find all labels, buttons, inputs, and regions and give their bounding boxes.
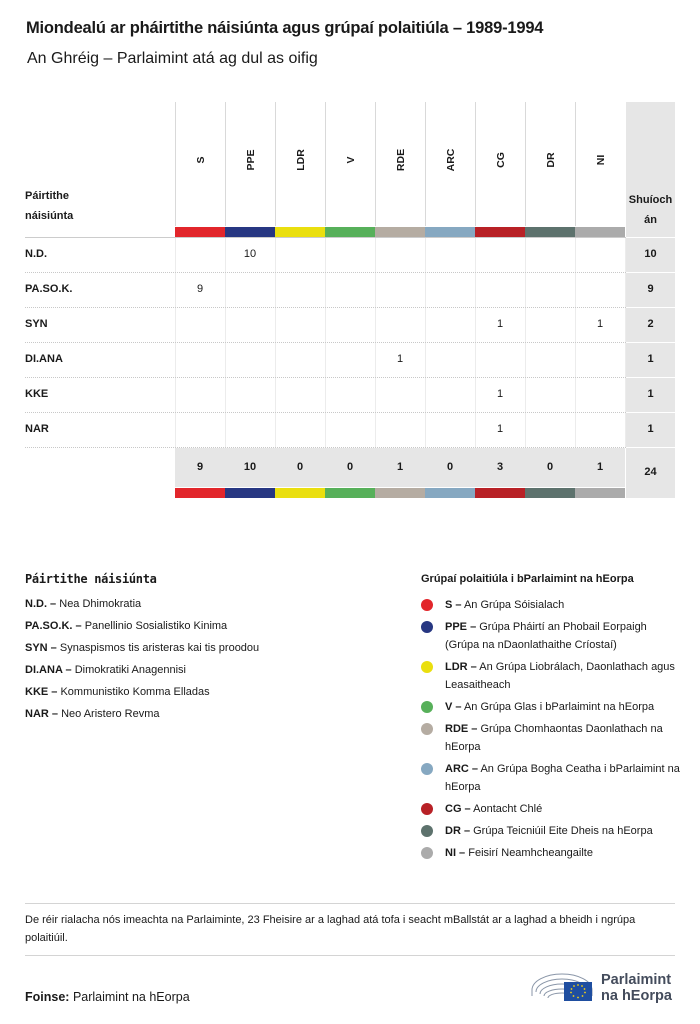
row-divider	[25, 412, 626, 413]
party-legend-name: Dimokratiki Anagennisi	[74, 664, 186, 676]
party-legend-name: Neo Aristero Revma	[61, 708, 160, 720]
group-legend-name: Aontacht Chlé	[473, 803, 543, 815]
column-grid-line	[525, 238, 526, 448]
column-header-label: PPE	[244, 149, 257, 171]
column-color-bar-bottom	[375, 488, 425, 498]
party-legend-item	[25, 664, 186, 676]
totals-row-divider	[626, 342, 675, 343]
groups-legend-title: Grúpaí polaitiúla i bParlaimint na hEorpa	[421, 573, 634, 585]
group-legend-name: Feisirí Neamhcheangailte	[468, 847, 593, 859]
party-legend-name: Nea Dhimokratia	[59, 598, 142, 610]
column-header-label: LDR	[294, 149, 307, 171]
column-total: 1	[596, 461, 604, 473]
row-party-name: NAR	[25, 423, 49, 435]
column-header-label: DR	[544, 152, 557, 168]
party-legend-item	[25, 708, 160, 720]
column-color-bar-bottom	[575, 488, 625, 498]
group-legend-code: NI –	[445, 847, 466, 859]
column-header-label: ARC	[444, 148, 457, 172]
column-total: 9	[196, 461, 204, 473]
group-legend-item	[445, 760, 680, 796]
column-total: 10	[243, 461, 257, 473]
table-cell-value: 1	[596, 318, 604, 330]
footnote-divider-bottom	[25, 955, 675, 956]
party-legend-code: DI.ANA –	[25, 664, 72, 676]
group-color-dot	[421, 661, 433, 673]
column-color-bar-bottom	[175, 488, 225, 498]
table-cell-value: 1	[496, 318, 504, 330]
logo-wordmark	[601, 972, 672, 1004]
row-divider	[25, 272, 626, 273]
column-header-rde	[375, 102, 425, 226]
column-color-bar-bottom	[525, 488, 575, 498]
grand-total: 24	[644, 466, 657, 478]
group-color-dot	[421, 599, 433, 611]
row-party-name: SYN	[25, 318, 48, 330]
column-grid-line	[275, 238, 276, 448]
column-grid-line	[575, 238, 576, 448]
page-title: Miondealú ar pháirtithe náisiúnta agus grúpaí polaitiúla – 1989-1994	[26, 19, 544, 37]
footnote: De réir rialacha nós imeachta na Parlaiminte, 23 Fheisire ar a laghad atá tofa i seacht mBallstát ar a laghad a bheidh i ngrúpa polaitiúil.	[25, 914, 636, 944]
column-total: 3	[496, 461, 504, 473]
source-label: Foinse:	[25, 990, 70, 1004]
group-legend-code: ARC –	[445, 763, 479, 775]
footnote-divider-top	[25, 903, 675, 904]
row-divider	[25, 342, 626, 343]
group-color-dot	[421, 723, 433, 735]
group-legend-item	[445, 844, 680, 862]
column-color-bar	[375, 227, 425, 237]
row-total: 2	[647, 318, 654, 330]
column-color-bar	[575, 227, 625, 237]
column-color-bar-bottom	[225, 488, 275, 498]
group-color-dot	[421, 701, 433, 713]
row-divider	[25, 377, 626, 378]
column-grid-line	[625, 238, 626, 448]
totals-row-divider	[626, 377, 675, 378]
table-cell-value: 1	[396, 353, 404, 365]
column-total: 0	[346, 461, 354, 473]
column-header-cg	[475, 102, 525, 226]
party-legend-item	[25, 598, 141, 610]
group-legend-code: PPE –	[445, 621, 477, 633]
group-legend-item	[445, 596, 680, 614]
row-total: 10	[644, 248, 657, 260]
column-color-bar	[275, 227, 325, 237]
page-subtitle: An Ghréig – Parlaimint atá ag dul as oifig	[27, 50, 318, 67]
column-color-bar	[325, 227, 375, 237]
group-legend-name: An Grúpa Liobrálach, Daonlathach agus Leasaitheach	[445, 661, 675, 691]
column-header-label: S	[194, 156, 207, 164]
party-legend-code: SYN –	[25, 642, 57, 654]
group-legend-code: DR –	[445, 825, 471, 837]
column-color-bar-bottom	[325, 488, 375, 498]
totals-row-divider	[626, 307, 675, 308]
column-header-ldr	[275, 102, 325, 226]
group-legend-code: LDR –	[445, 661, 477, 673]
row-total: 1	[647, 353, 654, 365]
column-grid-line	[225, 238, 226, 448]
column-total: 0	[546, 461, 554, 473]
column-header-s	[175, 102, 225, 226]
group-legend-name: Grúpa Chomhaontas Daonlathach na hEorpa	[445, 723, 663, 753]
party-legend-code: KKE –	[25, 686, 58, 698]
party-legend-code: N.D. –	[25, 598, 57, 610]
column-color-bar	[175, 227, 225, 237]
row-party-name: PA.SO.K.	[25, 283, 73, 295]
source-text: Parlaimint na hEorpa	[72, 990, 190, 1004]
totals-column-background	[626, 238, 675, 498]
group-legend-name: An Grúpa Bogha Ceatha i bParlaimint na hEorpa	[445, 763, 680, 793]
totals-row-divider	[626, 272, 675, 273]
column-header-ni	[575, 102, 625, 226]
totals-column-header	[626, 102, 675, 237]
group-color-dot	[421, 847, 433, 859]
group-color-dot	[421, 763, 433, 775]
group-legend-item	[445, 698, 680, 716]
totals-header-label: Shuíochán	[628, 194, 673, 226]
group-legend-name: An Grúpa Sóisialach	[463, 599, 565, 611]
totals-row-divider	[626, 447, 675, 448]
column-grid-line	[375, 238, 376, 448]
group-color-dot	[421, 825, 433, 837]
column-header-arc	[425, 102, 475, 226]
group-legend-name: An Grúpa Glas i bParlaimint na hEorpa	[463, 701, 655, 713]
party-legend-item	[25, 620, 227, 632]
column-total: 0	[296, 461, 304, 473]
group-color-dot	[421, 803, 433, 815]
party-legend-name: Synaspismos tis aristeras kai tis proodou	[59, 642, 260, 654]
column-color-bar	[225, 227, 275, 237]
row-total: 1	[647, 388, 654, 400]
column-grid-line	[175, 238, 176, 448]
row-party-name: KKE	[25, 388, 49, 400]
column-header-label: RDE	[394, 148, 407, 172]
party-legend-item	[25, 642, 259, 654]
column-color-bar-bottom	[275, 488, 325, 498]
group-color-dot	[421, 621, 433, 633]
column-total: 0	[446, 461, 454, 473]
group-legend-item	[445, 658, 680, 694]
party-legend-code: NAR –	[25, 708, 59, 720]
logo-line-2: na hEorpa	[601, 988, 672, 1004]
group-legend-code: RDE –	[445, 723, 478, 735]
column-header-label: V	[344, 156, 357, 164]
row-header-label: Páirtithe náisiúnta	[25, 190, 74, 222]
column-color-bar	[475, 227, 525, 237]
party-legend-name: Kommunistiko Komma Elladas	[60, 686, 210, 698]
row-divider	[25, 307, 626, 308]
column-color-bar	[425, 227, 475, 237]
group-legend-item	[445, 800, 680, 818]
table-cell-value: 10	[243, 248, 257, 260]
group-legend-code: V –	[445, 701, 462, 713]
logo-line-1: Parlaimint	[601, 972, 672, 988]
table-cell-value: 1	[496, 388, 504, 400]
column-color-bar	[525, 227, 575, 237]
table-cell-value: 9	[196, 283, 204, 295]
column-color-bar-bottom	[475, 488, 525, 498]
column-color-bar-bottom	[425, 488, 475, 498]
totals-row-divider	[626, 412, 675, 413]
column-header-label: NI	[594, 154, 607, 166]
group-legend-name: Grúpa Pháirtí an Phobail Eorpaigh (Grúpa na nDaonlathaithe Críostaí)	[445, 621, 647, 651]
parties-legend-title: Páirtithe náisiúnta	[25, 572, 157, 586]
party-legend-item	[25, 686, 210, 698]
group-legend-item	[445, 822, 680, 840]
row-total: 9	[647, 283, 654, 295]
row-party-name: DI.ANA	[25, 353, 63, 365]
party-legend-name: Panellinio Sosialistiko Kinima	[84, 620, 228, 632]
table-cell-value: 1	[496, 423, 504, 435]
column-header-ppe	[225, 102, 275, 226]
group-legend-code: S –	[445, 599, 462, 611]
group-legend-item	[445, 720, 680, 756]
party-legend-code: PA.SO.K. –	[25, 620, 82, 632]
column-header-v	[325, 102, 375, 226]
row-total: 1	[647, 423, 654, 435]
column-grid-line	[425, 238, 426, 448]
group-legend-code: CG –	[445, 803, 471, 815]
column-header-label: CG	[494, 152, 507, 168]
column-grid-line	[475, 238, 476, 448]
source-line	[25, 990, 190, 1004]
group-legend-item	[445, 618, 680, 654]
column-header-dr	[525, 102, 575, 226]
column-grid-line	[325, 238, 326, 448]
group-legend-name: Grúpa Teicniúil Eite Dheis na hEorpa	[473, 825, 653, 837]
column-total: 1	[396, 461, 404, 473]
row-party-name: N.D.	[25, 248, 47, 260]
